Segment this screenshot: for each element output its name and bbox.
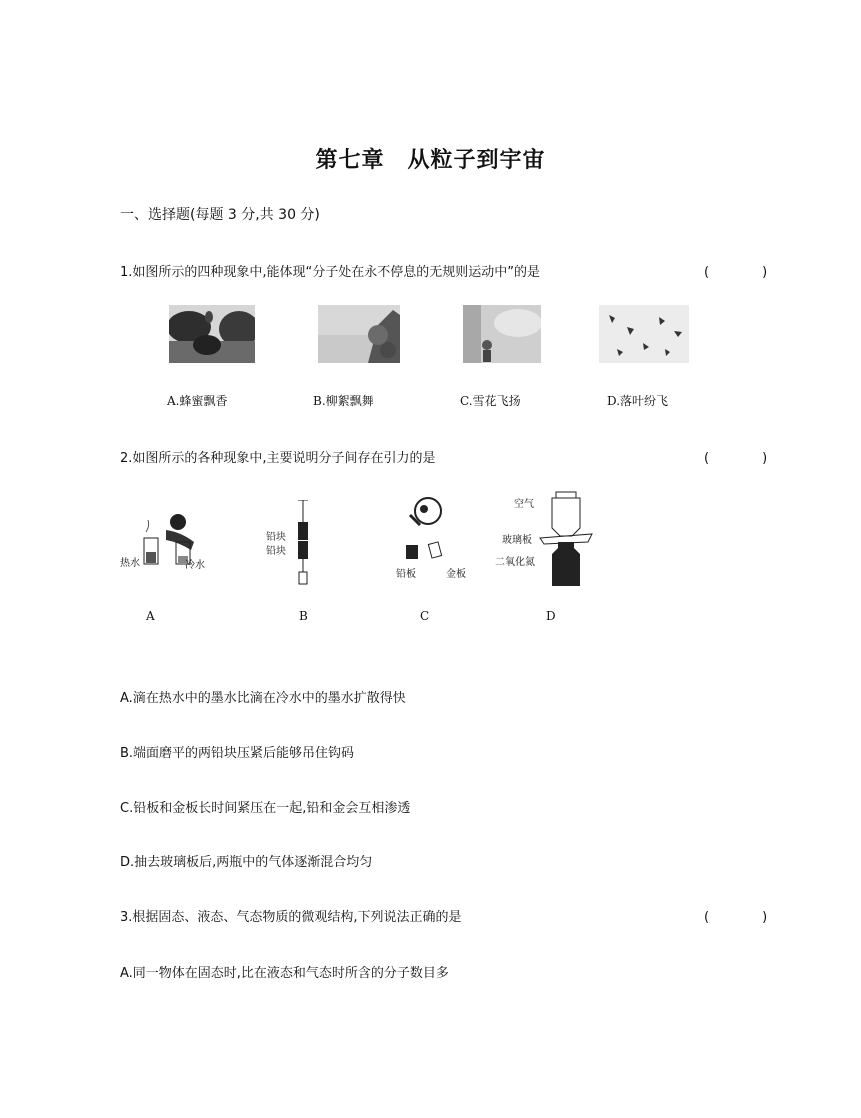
fig-d-no2-label: 二氧化氮 (495, 557, 535, 568)
figure-d-gas-bottles (538, 490, 594, 588)
question-1-answer-bracket: ( ) (704, 265, 788, 280)
fig-b-bottom-block-label: 铅块 (266, 546, 286, 557)
q2-option-c: C.铅板和金板长时间紧压在一起,铅和金会互相渗透 (120, 801, 411, 816)
fig-a-cold-water-label: 冷水 (185, 560, 205, 571)
question-1-stem: 1.如图所示的四种现象中,能体现“分子处在永不停息的无规则运动中”的是 (120, 265, 541, 280)
q3-option-a: A.同一物体在固态时,比在液态和气态时所含的分子数目多 (120, 966, 449, 981)
photo-snow-flying (463, 305, 541, 363)
fig-b-top-block-label: 铅块 (266, 532, 286, 543)
fig-letter-a: A (146, 609, 155, 623)
photo-honey-fragrance (169, 305, 255, 363)
question-2-stem: 2.如图所示的各种现象中,主要说明分子间存在引力的是 (120, 451, 436, 466)
question-3-answer-bracket: ( ) (704, 910, 788, 925)
fig-letter-c: C (420, 609, 430, 623)
question-3-stem: 3.根据固态、液态、气态物质的微观结构,下列说法正确的是 (120, 910, 462, 925)
page-title: 第七章 从粒子到宇宙 (315, 148, 546, 173)
fig-letter-b: B (299, 609, 308, 623)
fig-a-hot-water-label: 热水 (120, 558, 140, 569)
q1-caption-c: C.雪花飞扬 (460, 394, 521, 408)
q2-option-b: B.端面磨平的两铅块压紧后能够吊住钩码 (120, 746, 355, 761)
q1-caption-a: A.蜂蜜飘香 (167, 394, 228, 408)
fig-c-gold-plate-label: 金板 (446, 569, 466, 580)
figure-b-lead-blocks (288, 500, 318, 590)
fig-d-air-label: 空气 (514, 499, 534, 510)
q1-caption-b: B.柳絮飘舞 (313, 394, 374, 408)
question-2-answer-bracket: ( ) (704, 451, 788, 466)
figure-c-lead-gold-plates (398, 495, 448, 567)
fig-letter-d: D (546, 609, 556, 623)
section-heading: 一、选择题(每题 3 分,共 30 分) (120, 207, 320, 223)
q2-option-d: D.抽去玻璃板后,两瓶中的气体逐渐混合均匀 (120, 855, 373, 870)
q2-option-a: A.滴在热水中的墨水比滴在冷水中的墨水扩散得快 (120, 691, 406, 706)
q1-caption-d: D.落叶纷飞 (607, 394, 669, 408)
photo-willow-catkins (318, 305, 400, 363)
photo-falling-leaves (599, 305, 689, 363)
fig-c-lead-plate-label: 铅板 (396, 569, 416, 580)
fig-d-glass-plate-label: 玻璃板 (502, 535, 532, 546)
